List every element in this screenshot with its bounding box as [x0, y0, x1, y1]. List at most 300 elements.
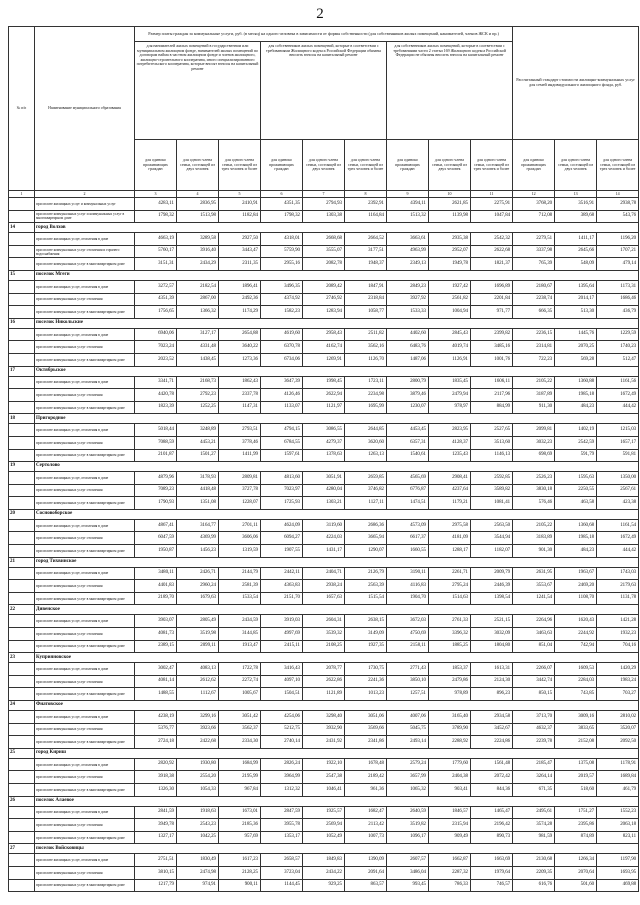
value-cell: 4128,37 [429, 436, 471, 449]
value-cell: 2724,18 [135, 736, 177, 749]
value-cell: 1112,67 [177, 688, 219, 701]
value-cell: 2746,92 [303, 293, 345, 306]
table-row [9, 615, 639, 628]
value-cell: 3810,15 [135, 866, 177, 879]
row-number-cell [9, 484, 35, 497]
municipality-name: Октябрьское [35, 366, 639, 376]
value-cell: 1609,53 [555, 663, 597, 676]
row-label: при оплате коммунальных услуг и коммунальных услуг в многоквартирном доме [35, 210, 135, 223]
table-row [9, 831, 639, 844]
value-cell: 2108,25 [303, 640, 345, 653]
value-cell: 3562,16 [345, 341, 387, 354]
table-row [9, 628, 639, 641]
value-cell: 2113,42 [345, 819, 387, 832]
value-cell: 823,11 [597, 831, 639, 844]
value-cell: 2158,11 [387, 640, 429, 653]
value-cell: 2622,94 [303, 389, 345, 402]
value-cell: 2250,55 [555, 484, 597, 497]
municipality-number: 16 [9, 318, 35, 328]
table-row [9, 210, 639, 223]
value-cell: 2128,25 [219, 866, 261, 879]
municipality-name: Пригородное [35, 414, 639, 424]
value-cell: 2124,30 [471, 675, 513, 688]
value-cell: 1147,31 [219, 401, 261, 414]
header-household-size: для одного члена семьи, состоящей из двух человек [177, 140, 219, 191]
value-cell: 1657,63 [303, 592, 345, 605]
value-cell: 1263,13 [345, 449, 387, 462]
value-cell: 957,69 [219, 831, 261, 844]
value-cell: 1378,63 [303, 449, 345, 462]
value-cell: 7023,24 [135, 341, 177, 354]
value-cell: 1139,98 [429, 210, 471, 223]
value-cell: 1821,37 [471, 258, 513, 271]
value-cell: 2196,42 [471, 819, 513, 832]
value-cell: 1241,54 [513, 592, 555, 605]
header-household-size: для одного члена семьи, состоящей из трех человек и более [597, 140, 639, 191]
value-cell: 4453,21 [177, 436, 219, 449]
value-cell: 469,88 [597, 879, 639, 892]
value-cell: 4318,01 [261, 233, 303, 246]
value-cell: 1126,91 [429, 353, 471, 366]
row-label: при оплате коммунальных услуг в многоквартирном доме [35, 306, 135, 319]
table-row [9, 519, 639, 532]
value-cell: 3443,47 [219, 245, 261, 258]
value-cell: 1804,80 [471, 640, 513, 653]
value-cell: 444,42 [597, 401, 639, 414]
header-row-number: № п/п [9, 27, 35, 191]
value-cell: 1108,70 [555, 592, 597, 605]
value-cell: 2561,82 [429, 293, 471, 306]
value-cell: 742,94 [555, 640, 597, 653]
row-number-cell [9, 306, 35, 319]
value-cell: 4162,74 [303, 341, 345, 354]
value-cell: 1366,32 [177, 306, 219, 319]
column-index: 7 [303, 191, 345, 198]
value-cell: 1617,23 [219, 854, 261, 867]
value-cell: 1918,63 [177, 806, 219, 819]
value-cell: 1375,08 [555, 758, 597, 771]
value-cell: 2014,17 [555, 293, 597, 306]
municipality-row [9, 462, 639, 472]
page-number: 2 [316, 6, 324, 22]
value-cell: 1174,29 [219, 306, 261, 319]
row-label: при оплате жилищных услуг, отопления в доме [35, 233, 135, 246]
value-cell: 6617,37 [387, 532, 429, 545]
value-cell: 1663,69 [471, 854, 513, 867]
row-label: при оплате жилищных услуг, отопления в доме [35, 711, 135, 724]
value-cell: 2287,32 [429, 866, 471, 879]
value-cell: 2935,38 [429, 233, 471, 246]
value-cell: 4007,06 [387, 711, 429, 724]
value-cell: 2422,68 [177, 736, 219, 749]
table-row [9, 771, 639, 784]
value-cell: 1146,13 [471, 449, 513, 462]
value-cell: 2958,43 [303, 328, 345, 341]
value-cell: 1133,07 [261, 401, 303, 414]
table-row [9, 675, 639, 688]
table-row [9, 866, 639, 879]
value-cell: 2431,92 [303, 736, 345, 749]
value-cell: 2569,94 [303, 819, 345, 832]
value-cell: 2658,57 [261, 854, 303, 867]
value-cell: 4126,46 [261, 389, 303, 402]
value-cell: 576,46 [513, 497, 555, 510]
value-cell: 484,23 [555, 545, 597, 558]
value-cell: 967,84 [219, 783, 261, 796]
row-label: при оплате коммунальных услуг в многоквартирном доме [35, 640, 135, 653]
municipality-row [9, 844, 639, 854]
value-cell: 2099,11 [177, 640, 219, 653]
value-cell: 1679,63 [177, 592, 219, 605]
value-cell: 2938,24 [303, 580, 345, 593]
header-household-size: для одного члена семьи, состоящей из трех человек и более [219, 140, 261, 191]
value-cell: 1395,64 [555, 280, 597, 293]
value-cell: 2334,30 [219, 736, 261, 749]
row-label: при оплате коммунальных услуг в многоквартирном доме [35, 831, 135, 844]
value-cell: 2908,41 [429, 472, 471, 485]
value-cell: 1144,45 [261, 879, 303, 892]
municipality-number: 24 [9, 701, 35, 711]
municipality-name: поселок Войсковицы [35, 844, 639, 854]
value-cell: 2823,95 [429, 424, 471, 437]
value-cell: 444,42 [597, 545, 639, 558]
value-cell: 1127,11 [345, 497, 387, 510]
header-household-size: для одиноко проживающих граждан [513, 140, 555, 191]
header-household-size: для одного члена семьи, состоящей из трех человек и более [345, 140, 387, 191]
row-number-cell [9, 389, 35, 402]
value-cell: 2820,92 [135, 758, 177, 771]
value-cell: 1197,90 [597, 854, 639, 867]
municipality-row [9, 557, 639, 567]
value-cell: 3949,78 [135, 819, 177, 832]
row-number-cell [9, 424, 35, 437]
municipality-number: 25 [9, 748, 35, 758]
municipality-number: 14 [9, 223, 35, 233]
value-cell: 909,49 [429, 831, 471, 844]
value-cell: 1723,11 [345, 376, 387, 389]
value-cell: 1178,91 [597, 758, 639, 771]
row-label: при оплате коммунальных услуг отопления [35, 436, 135, 449]
value-cell: 616,76 [513, 879, 555, 892]
row-label: при оплате жилищных услуг, отопления в доме [35, 854, 135, 867]
value-cell: 1743,03 [597, 567, 639, 580]
table-row [9, 233, 639, 246]
value-cell: 874,89 [555, 831, 597, 844]
value-cell: 3589,82 [471, 484, 513, 497]
value-cell: 1007,73 [345, 831, 387, 844]
value-cell: 3768,20 [513, 198, 555, 211]
value-cell: 2288,92 [429, 736, 471, 749]
row-number-cell [9, 567, 35, 580]
value-cell: 1985,18 [555, 532, 597, 545]
header-household-size: для одиноко проживающих граждан [261, 140, 303, 191]
value-cell: 1438,45 [177, 353, 219, 366]
value-cell: 3665,94 [345, 532, 387, 545]
value-cell: 2434,59 [219, 615, 261, 628]
value-cell: 3713,70 [513, 711, 555, 724]
value-cell: 1121,97 [303, 401, 345, 414]
value-cell: 1672,49 [597, 532, 639, 545]
value-cell: 4363,83 [261, 580, 303, 593]
value-cell: 2117,96 [471, 389, 513, 402]
municipality-name: поселок Никольские [35, 318, 639, 328]
value-cell: 1269,91 [303, 353, 345, 366]
value-cell: 3127,17 [177, 328, 219, 341]
row-number-cell [9, 615, 35, 628]
row-label: при оплате коммунальных услуг в многоквартирном доме [35, 449, 135, 462]
value-cell: 1722,78 [219, 663, 261, 676]
value-cell: 479,14 [597, 258, 639, 271]
table-row [9, 663, 639, 676]
value-cell: 2654,88 [219, 328, 261, 341]
value-cell: 2542,32 [471, 233, 513, 246]
value-cell: 2845,43 [429, 328, 471, 341]
value-cell: 712,08 [513, 210, 555, 223]
value-cell: 2631,95 [513, 567, 555, 580]
value-cell: 3916,40 [177, 245, 219, 258]
value-cell: 2201,84 [471, 293, 513, 306]
row-number-cell [9, 831, 35, 844]
table-row [9, 436, 639, 449]
value-cell: 1707,21 [597, 245, 639, 258]
row-number-cell [9, 258, 35, 271]
value-cell: 1431,17 [303, 545, 345, 558]
value-cell: 3830,18 [513, 484, 555, 497]
value-cell: 4663,19 [135, 233, 177, 246]
column-index: 12 [513, 191, 555, 198]
column-index: 3 [135, 191, 177, 198]
value-cell: 3190,11 [387, 567, 429, 580]
value-cell: 2511,82 [345, 328, 387, 341]
row-label: при оплате коммунальных услуг в многоквартирном доме [35, 879, 135, 892]
value-cell: 2622,86 [303, 675, 345, 688]
value-cell: 3553,67 [513, 580, 555, 593]
value-cell: 2023,52 [135, 353, 177, 366]
value-cell: 3562,37 [219, 723, 261, 736]
value-cell: 4619,60 [261, 328, 303, 341]
municipality-row [9, 509, 639, 519]
value-cell: 2279,51 [513, 233, 555, 246]
value-cell: 2099,81 [513, 424, 555, 437]
value-cell: 3496,35 [261, 280, 303, 293]
value-cell: 1303,21 [303, 497, 345, 510]
value-cell: 4394,11 [387, 198, 429, 211]
row-number-cell [9, 592, 35, 605]
value-cell: 389,68 [555, 210, 597, 223]
value-cell: 461,79 [597, 783, 639, 796]
table-row [9, 198, 639, 211]
value-cell: 1682,47 [345, 806, 387, 819]
value-cell: 1288,17 [429, 545, 471, 558]
value-cell: 3932,90 [303, 723, 345, 736]
value-cell: 2542,59 [555, 436, 597, 449]
value-cell: 1846,57 [429, 806, 471, 819]
value-cell: 1474,51 [387, 497, 429, 510]
value-cell: 5759,90 [261, 245, 303, 258]
value-cell: 2019,57 [555, 771, 597, 784]
municipality-name: Фиатовское [35, 701, 639, 711]
value-cell: 2105,22 [513, 519, 555, 532]
header-household-size: для одного члена семьи, состоящей из двух человек [303, 140, 345, 191]
header-standard-group: Рассчитанный стандарт стоимости жилищно-коммунальных услуг для семей индивидуального жилищного фонда, руб. [513, 27, 639, 140]
row-label: при оплате коммунальных услуг отопления [35, 341, 135, 354]
table-row [9, 723, 639, 736]
table-row [9, 580, 639, 593]
value-cell: 2836,95 [177, 198, 219, 211]
row-number-cell [9, 293, 35, 306]
row-number-cell [9, 198, 35, 211]
value-cell: 1161,56 [597, 376, 639, 389]
value-cell: 3544,94 [471, 532, 513, 545]
value-cell: 2264,96 [513, 615, 555, 628]
value-cell: 2266,07 [513, 663, 555, 676]
value-cell: 4181,09 [429, 532, 471, 545]
value-cell: 5760,17 [135, 245, 177, 258]
value-cell: 4283,11 [135, 198, 177, 211]
row-number-cell [9, 376, 35, 389]
value-cell: 1686,46 [597, 293, 639, 306]
value-cell: 2063,18 [597, 819, 639, 832]
value-cell: 6776,87 [387, 484, 429, 497]
value-cell: 1896,41 [219, 280, 261, 293]
value-cell: 2261,71 [429, 567, 471, 580]
value-cell: 2612,62 [177, 675, 219, 688]
value-cell: 2399,82 [471, 328, 513, 341]
table-row [9, 854, 639, 867]
value-cell: 3272,57 [135, 280, 177, 293]
value-cell: 974,91 [177, 879, 219, 892]
value-cell: 3964,99 [261, 771, 303, 784]
value-cell: 743,85 [555, 688, 597, 701]
value-cell: 513,30 [555, 306, 597, 319]
municipality-name: город Волхов [35, 223, 639, 233]
header-payment-group: Размер платы граждан за коммунальные услуги, руб. (в месяц) на одного человека в зависимости от формы собственности (для собственников жилых помещений, нанимателей, членов ЖСК и пр.) [135, 27, 513, 42]
municipality-name: Куприяновское [35, 653, 639, 663]
row-label: при оплате жилищных услуг, отопления в доме [35, 567, 135, 580]
value-cell: 1983,24 [597, 675, 639, 688]
value-cell: 3606,06 [219, 532, 261, 545]
value-cell: 501,60 [555, 879, 597, 892]
value-cell: 2805,49 [177, 615, 219, 628]
value-cell: 3183,89 [513, 532, 555, 545]
value-cell: 3918,38 [135, 771, 177, 784]
municipality-name: поселок Алаевое [35, 796, 639, 806]
table-row [9, 258, 639, 271]
row-number-cell [9, 854, 35, 867]
table-row [9, 736, 639, 749]
table-row [9, 567, 639, 580]
column-index: 10 [429, 191, 471, 198]
value-cell: 1950,87 [135, 545, 177, 558]
value-cell: 3520,07 [597, 723, 639, 736]
row-number-cell [9, 280, 35, 293]
value-cell: 4116,83 [387, 580, 429, 593]
value-cell: 4867,41 [135, 519, 177, 532]
value-cell: 1179,21 [429, 497, 471, 510]
value-cell: 2826,24 [261, 758, 303, 771]
value-cell: 1847,91 [345, 280, 387, 293]
value-cell: 1001,76 [471, 353, 513, 366]
value-cell: 5376,77 [135, 723, 177, 736]
value-cell: 1326,30 [135, 783, 177, 796]
value-cell: 2607,57 [387, 854, 429, 867]
value-cell: 3833,65 [555, 723, 597, 736]
value-cell: 3187,89 [513, 389, 555, 402]
value-cell: 2547,38 [303, 771, 345, 784]
value-cell: 1303,38 [303, 210, 345, 223]
value-cell: 1229,59 [597, 328, 639, 341]
value-cell: 3672,03 [387, 615, 429, 628]
value-cell: 911,30 [513, 401, 555, 414]
value-cell: 2592,85 [471, 472, 513, 485]
value-cell: 2284,03 [555, 675, 597, 688]
value-cell: 884,99 [471, 401, 513, 414]
value-cell: 2867,00 [177, 293, 219, 306]
column-index: 6 [261, 191, 303, 198]
value-cell: 3151,31 [135, 258, 177, 271]
value-cell: 1582,23 [261, 306, 303, 319]
value-cell: 2404,38 [429, 771, 471, 784]
value-cell: 3149,09 [345, 628, 387, 641]
table-row [9, 328, 639, 341]
value-cell: 423,38 [597, 497, 639, 510]
value-cell: 2442,11 [261, 567, 303, 580]
municipality-name: город Тихвинское [35, 557, 639, 567]
value-cell: 3927,92 [387, 293, 429, 306]
table-row [9, 424, 639, 437]
municipality-number: 22 [9, 605, 35, 615]
value-cell: 3396,32 [429, 628, 471, 641]
value-cell: 1998,45 [303, 376, 345, 389]
value-cell: 2526,23 [513, 472, 555, 485]
value-cell: 3463,63 [513, 628, 555, 641]
value-cell: 3485,16 [471, 341, 513, 354]
value-cell: 2527,65 [471, 424, 513, 437]
value-cell: 2567,61 [597, 484, 639, 497]
value-cell: 1228,07 [219, 497, 261, 510]
value-cell: 4997,69 [261, 628, 303, 641]
value-cell: 2078,77 [303, 663, 345, 676]
value-cell: 3144,85 [219, 628, 261, 641]
row-label: при оплате коммунальных услуг отопления [35, 293, 135, 306]
value-cell: 4565,69 [387, 472, 429, 485]
value-cell: 2151,70 [261, 592, 303, 605]
value-cell: 3416,43 [261, 663, 303, 676]
row-number-cell [9, 640, 35, 653]
value-cell: 2446,39 [471, 580, 513, 593]
municipality-number: 23 [9, 653, 35, 663]
value-cell: 1540,61 [387, 449, 429, 462]
value-cell: 1402,19 [555, 424, 597, 437]
value-cell: 2554,20 [177, 771, 219, 784]
value-cell: 4097,10 [261, 675, 303, 688]
value-cell: 1054,33 [177, 783, 219, 796]
column-index: 13 [555, 191, 597, 198]
row-label: при оплате коммунальных услуг в многоквартирном доме [35, 401, 135, 414]
value-cell: 2105,22 [513, 376, 555, 389]
municipality-name: Сосновоборское [35, 509, 639, 519]
table-row [9, 293, 639, 306]
value-cell: 1235,43 [429, 449, 471, 462]
value-cell: 2604,31 [303, 615, 345, 628]
value-cell: 3051,06 [345, 711, 387, 724]
municipality-number: 17 [9, 366, 35, 376]
row-label: при оплате жилищных услуг, отопления в доме [35, 806, 135, 819]
value-cell: 1065,32 [387, 783, 429, 796]
value-cell: 1398,54 [471, 592, 513, 605]
value-cell: 3727,78 [219, 484, 261, 497]
header-household-size: для одиноко проживающих граждан [135, 140, 177, 191]
